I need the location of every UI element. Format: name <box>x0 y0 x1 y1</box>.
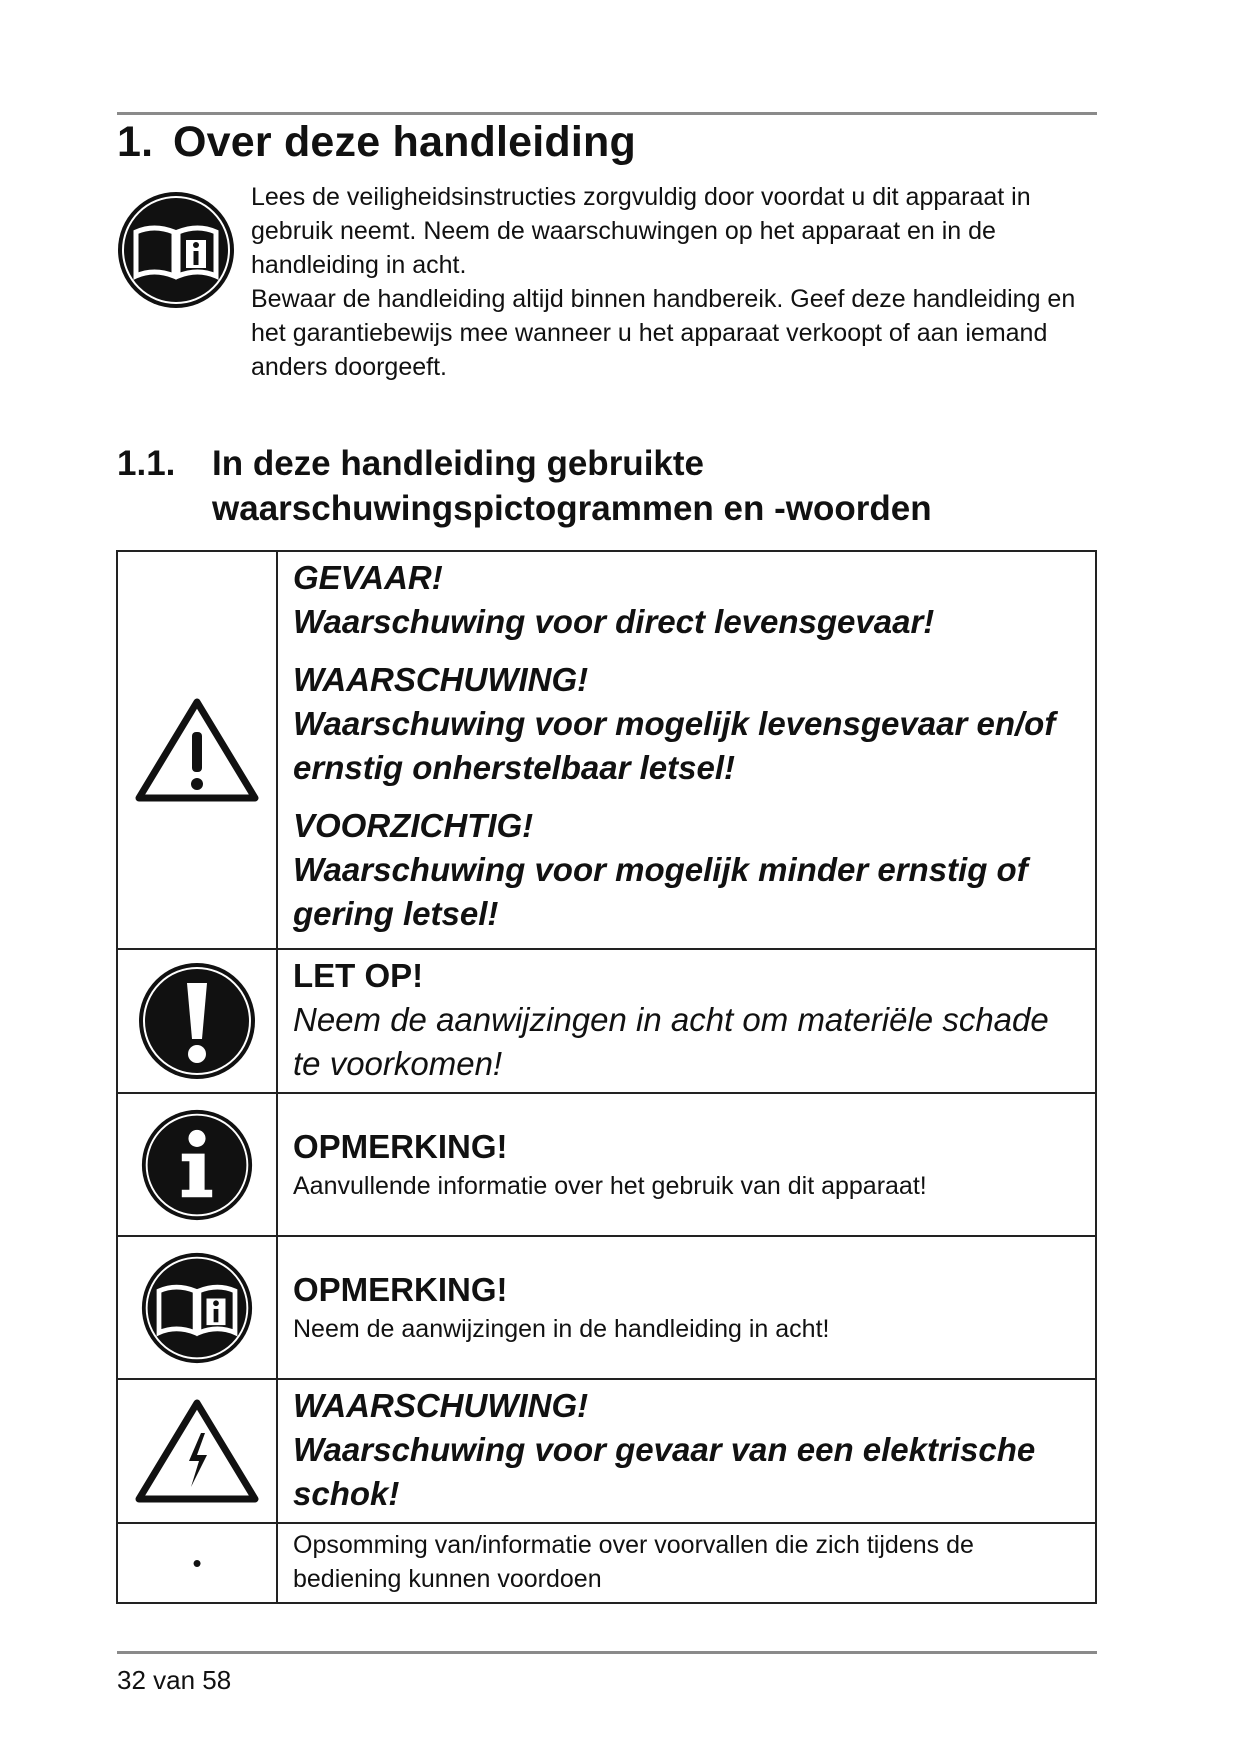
text-cell <box>277 1523 1096 1603</box>
section-title <box>117 118 636 167</box>
opmerking-manual-heading: OPMERKING! <box>293 1270 508 1308</box>
text-cell <box>277 551 1096 949</box>
warning-triangle-icon <box>119 698 275 802</box>
opmerking-manual-text: Neem de aanwijzingen in de handleiding in acht! <box>293 1314 830 1343</box>
table-row-electric <box>117 1379 1096 1523</box>
electric-text: Waarschuwing voor gevaar van een elektrische schok! <box>293 1431 1036 1512</box>
manual-book-icon <box>116 190 236 310</box>
subsection-title-line2: waarschuwingspictogrammen en -woorden <box>212 489 932 528</box>
table-row-letop <box>117 949 1096 1093</box>
intro-paragraph-1: Lees de veiligheidsinstructies zorgvuldig door voordat u dit apparaat in gebruik neemt. Neem de waarschuwingen op het apparaat en in de handleiding in acht. <box>251 183 1031 279</box>
text-cell <box>277 1236 1096 1379</box>
bottom-rule <box>117 1651 1097 1654</box>
icon-cell <box>117 1523 277 1603</box>
electric-heading: WAARSCHUWING! <box>293 1387 589 1424</box>
intro-paragraph-2: Bewaar de handleiding altijd binnen handbereik. Geef deze handleiding en het garantiebewijs mee wanneer u het apparaat verkoopt of aan iemand anders doorgeeft. <box>251 285 1076 381</box>
icon-cell <box>117 949 277 1093</box>
gevaar-text: Waarschuwing voor direct levensgevaar! <box>293 603 935 640</box>
opmerking-info-heading: OPMERKING! <box>293 1127 508 1165</box>
table-row-opmerking-manual <box>117 1236 1096 1379</box>
table-row-danger <box>117 551 1096 949</box>
icon-cell <box>117 1379 277 1523</box>
voorzichtig-text: Waarschuwing voor mogelijk minder ernstig of gering letsel! <box>293 851 1028 932</box>
page-number: 32 van 58 <box>117 1665 232 1695</box>
table-row-bullet <box>117 1523 1096 1603</box>
gevaar-heading: GEVAAR! <box>293 559 443 596</box>
intro-text <box>251 180 1101 384</box>
waarschuwing-heading: WAARSCHUWING! <box>293 661 589 698</box>
text-cell <box>277 1093 1096 1236</box>
warning-signs-table <box>116 550 1097 1604</box>
icon-cell <box>117 1093 277 1236</box>
text-cell <box>277 949 1096 1093</box>
section-number: 1. <box>117 118 154 166</box>
opmerking-info-text: Aanvullende informatie over het gebruik van dit apparaat! <box>293 1171 927 1200</box>
subsection-title-line1: In deze handleiding gebruikte <box>212 444 704 483</box>
top-rule <box>117 112 1097 115</box>
subsection-number: 1.1. <box>117 444 176 483</box>
voorzichtig-heading: VOORZICHTIG! <box>293 807 534 844</box>
exclamation-circle-icon <box>119 961 275 1081</box>
text-cell <box>277 1379 1096 1523</box>
info-circle-icon <box>119 1108 275 1222</box>
subsection-title <box>117 441 932 531</box>
table-row-opmerking-info <box>117 1093 1096 1236</box>
manual-book-icon <box>119 1251 275 1365</box>
electric-shock-triangle-icon <box>119 1399 275 1503</box>
icon-cell <box>117 551 277 949</box>
bullet-symbol: • <box>192 1547 202 1578</box>
waarschuwing-text: Waarschuwing voor mogelijk levensgevaar en/of ernstig onherstelbaar letsel! <box>293 705 1056 786</box>
icon-cell <box>117 1236 277 1379</box>
letop-heading: LET OP! <box>293 957 424 994</box>
letop-text: Neem de aanwijzingen in acht om materiële schade te voorkomen! <box>293 1001 1049 1082</box>
section-title-text: Over deze handleiding <box>173 118 636 166</box>
bullet-text: Opsomming van/informatie over voorvallen die zich tijdens de bediening kunnen voordoen <box>293 1531 974 1593</box>
